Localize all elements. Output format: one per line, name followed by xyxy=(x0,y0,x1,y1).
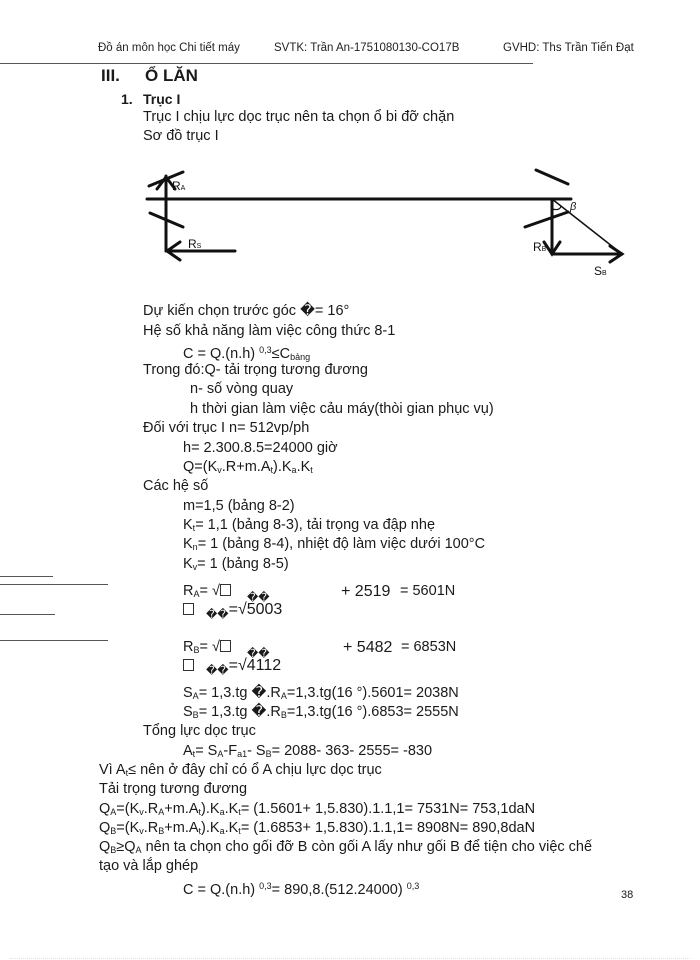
formula-c: C = Q.(n.h) $^{0,3}\le C_{bảng}$ xyxy=(183,345,311,362)
final-formula: C = Q.(n.h) $^{0,3}$= 890,8.(512.24000) $^{0,3}$ xyxy=(183,881,420,898)
coeff-m: m=1,5 (bảng 8-2) xyxy=(183,498,295,514)
section-title: Ổ LĂN xyxy=(145,66,198,85)
h-calc: h= 2.300.8.5=24000 giờ xyxy=(183,440,338,456)
at-formula: $A_t= S_A-F_{a1}-$ $S_B= 2088-$ 363- 2555= -830 xyxy=(183,743,433,759)
q-formula: $Q=(K_v.R+m.A_t).K_a.K_t$ xyxy=(183,459,313,475)
label-beta: β xyxy=(570,201,577,213)
coeff-kt: $K_t= 1,1$ (bảng 8-3), tải trọng va đập nhẹ xyxy=(183,517,436,533)
equiv-title: Tải trọng tương đương xyxy=(99,781,248,797)
intro-text: Trục I chịu lực dọc trục nên ta chọn ổ bi đỡ chặn xyxy=(143,109,455,125)
angle-line: Dự kiến chọn trước góc �= 16° xyxy=(143,303,350,319)
choose-line: $Q_B\ge Q_A$ nên ta chọn cho gối đỡ B còn gối A lấy như gối B để tiện cho việc chế xyxy=(99,839,593,855)
rb-tail: + 5482 xyxy=(343,639,393,656)
shaft-speed: Đối với trục I n= 512vp/ph xyxy=(143,420,310,436)
section-number: III. xyxy=(101,66,120,85)
subsection-number: 1. xyxy=(121,91,133,107)
label-ra: RA xyxy=(172,179,186,193)
label-rs: RS xyxy=(188,237,202,251)
ra-result: = 5601N xyxy=(400,583,456,599)
rb-result: = 6853N xyxy=(401,639,457,655)
where-h: h thời gian làm việc cảu máy(thòi gian phục vụ) xyxy=(190,401,494,417)
header-course: Đồ án môn học Chi tiết máy xyxy=(98,42,240,54)
sb-formula: $S_B= 1,3.tg$ $�.R_B=1,3.tg(16$ °).6853= 2555N xyxy=(183,704,459,720)
page-bottom-border xyxy=(10,958,690,959)
ra-tail: + 2519 xyxy=(341,583,391,600)
where-n: n- số vòng quay xyxy=(190,381,294,397)
qb-formula: $Q_B=(K_v.R_B+m.A_t).K_a.K_t= (1.6853+ 1,5.830).1.1,1= 8908N= 890,8daN$ xyxy=(99,820,536,836)
coeff-kn: $K_n= 1$ (bảng 8-4), nhiệt độ làm việc dưới 100°C xyxy=(183,536,486,552)
subsection-title: Trục I xyxy=(143,91,181,107)
only-a-line: Vì $A_t\le$ nên ở đây chỉ có ổ A chịu lực dọc trục xyxy=(99,762,382,778)
margin-rule xyxy=(0,640,108,641)
qa-formula: $Q_A=(K_v.R_A+m.A_t).K_a.K_t= (1.5601+ 1,5.830).1.1,1= 7531N= 753,1daN$ xyxy=(99,801,536,817)
coeffs-title: Các hệ số xyxy=(143,478,209,494)
header-rule xyxy=(0,63,533,64)
margin-rule xyxy=(0,614,55,615)
coeff-kv: $K_v= 1$ (bảng 8-5) xyxy=(183,556,289,572)
axial-title: Tổng lực dọc trục xyxy=(143,723,256,739)
label-sb: SB xyxy=(594,264,607,278)
margin-rule xyxy=(0,584,108,585)
header-student: SVTK: Trần An-1751080130-CO17B xyxy=(274,42,460,54)
ra-formula: $R_A=$ √ $_{��}$ xyxy=(183,583,270,604)
header-advisor: GVHD: Ths Trần Tiến Đạt xyxy=(503,42,634,54)
label-rb: RB xyxy=(533,240,547,254)
shaft-diagram xyxy=(130,160,650,290)
rb-formula: $R_B=$ √ $_{��}$ xyxy=(183,639,270,660)
diagram-caption: Sơ đồ trục I xyxy=(143,128,219,144)
margin-rule xyxy=(0,576,53,577)
ra-line2: $_{��}$=√5003 xyxy=(183,600,274,622)
page-number: 38 xyxy=(621,889,634,901)
capacity-line: Hệ số khả năng làm việc công thức 8-1 xyxy=(143,323,396,339)
rb-line2: $_{��}$=√4112 xyxy=(183,656,273,678)
where-q: Trong đó:Q- tải trọng tương đương xyxy=(143,362,368,378)
choose-line-2: tạo và lắp ghép xyxy=(99,858,199,874)
sa-formula: $S_A= 1,3.tg$ $�.R_A=1,3.tg(16$ °).5601= 2038N xyxy=(183,685,459,701)
